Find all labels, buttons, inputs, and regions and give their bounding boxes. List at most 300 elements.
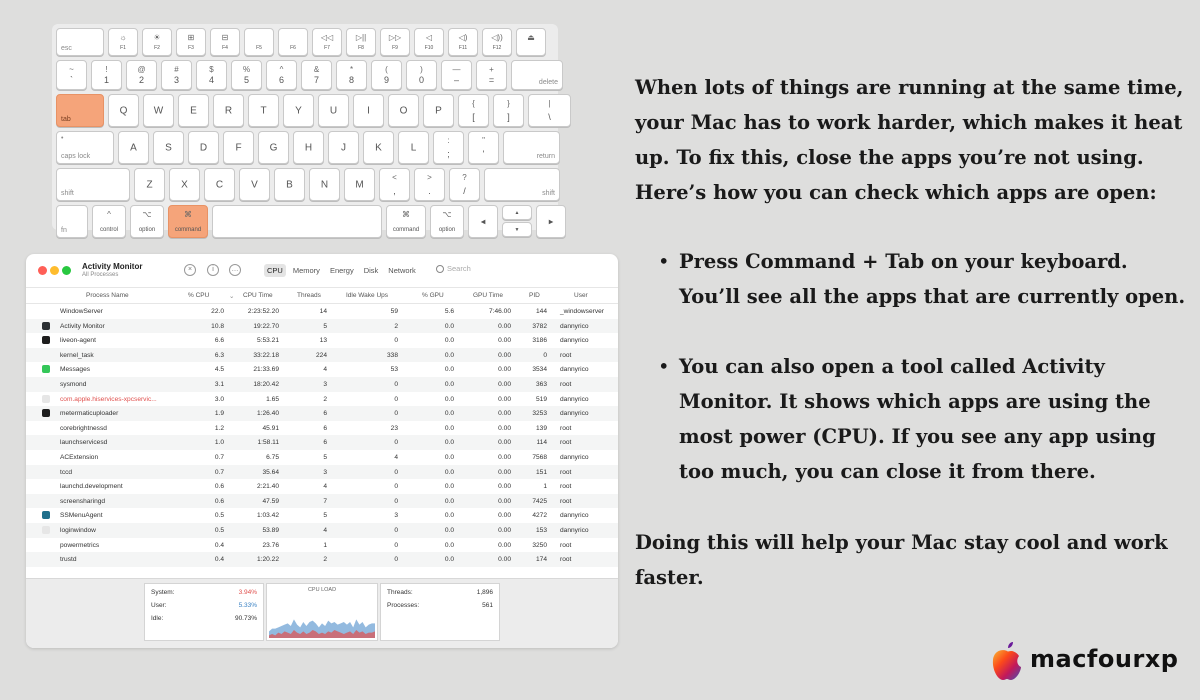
cell-cpu: 0.4 [214, 556, 224, 564]
cell-gpu-time: 0.00 [498, 351, 511, 359]
letter-key: F [223, 131, 254, 164]
cell-cpu-time: 6.75 [266, 453, 279, 461]
cell-user: root [560, 541, 572, 549]
cell-user: root [560, 483, 572, 491]
cell-gpu: 5.6 [444, 308, 454, 315]
cell-gpu-time: 0.00 [498, 337, 511, 345]
cell-threads: 4 [323, 366, 327, 374]
threads-value: 1,896 [476, 589, 493, 596]
table-row[interactable] [26, 538, 618, 553]
number-key: ~ ` [56, 60, 87, 90]
table-row[interactable] [26, 421, 618, 436]
cell-idle: 0 [394, 380, 398, 388]
col-idle-wake-ups[interactable]: Idle Wake Ups [346, 292, 389, 299]
cell-threads: 4 [323, 483, 327, 491]
return-key: return [503, 131, 560, 164]
toolbar [26, 254, 618, 288]
col-pid[interactable]: PID [529, 292, 540, 299]
cell-user: dannyrico [560, 526, 589, 534]
system-cpu-value: 3.94% [238, 589, 257, 596]
brand-logo-text: macfourxp [1030, 645, 1179, 673]
table-row[interactable] [26, 435, 618, 450]
caps-lock-key: • caps lock [56, 131, 114, 164]
cell-cpu-time: 5:53.21 [257, 337, 279, 345]
cell-cpu: 22.0 [211, 308, 224, 315]
function-key: ☀ F2 [142, 28, 172, 56]
function-key: F5 [244, 28, 274, 56]
cell-gpu-time: 0.00 [498, 322, 511, 330]
cpu-load-chart [267, 594, 377, 640]
cell-threads: 5 [323, 322, 327, 330]
letter-key: S [153, 131, 184, 164]
tab-key: tab [56, 94, 104, 127]
bracket-key: | \ [528, 94, 571, 127]
process-table [26, 304, 618, 567]
cell-pid: 519 [535, 395, 547, 403]
cell-gpu-time: 0.00 [498, 410, 511, 418]
letter-key: Z [134, 168, 165, 201]
process-name: com.apple.hiservices-xpcservic... [60, 395, 157, 403]
cell-gpu-time: 0.00 [498, 512, 511, 520]
more-options-icon[interactable]: … [229, 264, 241, 276]
user-cpu-value: 5.33% [238, 602, 257, 609]
tab-energy[interactable]: Energy [329, 266, 354, 275]
cell-gpu-time: 0.00 [498, 395, 511, 403]
cell-pid: 0 [543, 351, 547, 359]
window-subtitle: All Processes [82, 272, 119, 278]
process-icon [42, 336, 50, 344]
letter-key: J [328, 131, 359, 164]
q-key-row [56, 94, 554, 127]
letter-key: W [143, 94, 174, 127]
function-key: ▷▷ F9 [380, 28, 410, 56]
cell-threads: 3 [323, 468, 327, 476]
letter-key: P [423, 94, 454, 127]
cell-threads: 6 [323, 424, 327, 432]
left-shift-key: shift [56, 168, 130, 201]
process-name: Activity Monitor [60, 322, 105, 330]
col-user[interactable]: User [574, 292, 588, 299]
process-name: tccd [60, 468, 73, 476]
process-icon [42, 395, 50, 403]
cell-idle: 59 [390, 308, 398, 315]
cell-pid: 139 [535, 424, 547, 432]
table-header [26, 288, 618, 304]
cell-gpu-time: 0.00 [498, 541, 511, 549]
cell-threads: 7 [323, 497, 327, 505]
cell-cpu-time: 1:26.40 [257, 410, 279, 418]
cell-gpu: 0.0 [444, 541, 454, 549]
cell-cpu-time: 45.91 [262, 424, 279, 432]
idle-cpu-value: 90.73% [234, 615, 257, 622]
cell-idle: 3 [394, 512, 398, 520]
minimize-window-button[interactable] [50, 266, 59, 275]
window-title: Activity Monitor [82, 262, 143, 271]
option-key-right: ⌥ option [430, 205, 464, 238]
cell-gpu: 0.0 [444, 410, 454, 418]
cell-idle: 0 [394, 410, 398, 418]
cell-threads: 5 [323, 453, 327, 461]
search-icon [436, 265, 444, 273]
punctuation-key: " ' [468, 131, 499, 164]
bracket-key: { [ [458, 94, 489, 127]
cell-gpu: 0.0 [444, 395, 454, 403]
process-icon [42, 526, 50, 534]
cell-gpu: 0.0 [444, 380, 454, 388]
function-key: ◁) F11 [448, 28, 478, 56]
table-row[interactable] [26, 508, 618, 523]
cell-gpu-time: 0.00 [498, 526, 511, 534]
cell-cpu-time: 1.65 [266, 395, 279, 403]
cell-user: root [560, 497, 572, 505]
cell-threads: 2 [323, 395, 327, 403]
cell-cpu: 6.3 [214, 351, 224, 359]
process-name: loginwindow [60, 526, 96, 534]
cell-user: dannyrico [560, 337, 589, 345]
process-name: liveon-agent [60, 337, 96, 345]
cell-pid: 144 [535, 308, 547, 315]
cell-cpu: 0.6 [214, 497, 224, 505]
function-key: ◁ F10 [414, 28, 444, 56]
cell-cpu-time: 21:33.69 [253, 366, 279, 374]
arrow-up-down-keys [502, 205, 532, 238]
command-key-left: ⌘ command [168, 205, 208, 238]
number-key: + = [476, 60, 507, 90]
table-row[interactable] [26, 552, 618, 567]
cell-gpu: 0.0 [444, 512, 454, 520]
punctuation-key: ? / [449, 168, 480, 201]
punctuation-key: > . [414, 168, 445, 201]
letter-key: X [169, 168, 200, 201]
cell-threads: 6 [323, 439, 327, 447]
cell-cpu: 6.6 [214, 337, 224, 345]
cell-gpu-time: 7:46.00 [489, 308, 511, 315]
letter-key: U [318, 94, 349, 127]
cell-cpu: 1.0 [214, 439, 224, 447]
a-key-row [56, 131, 554, 164]
process-name: screensharingd [60, 497, 106, 505]
cell-gpu: 0.0 [444, 468, 454, 476]
cell-gpu-time: 0.00 [498, 380, 511, 388]
letter-key: Q [108, 94, 139, 127]
table-row[interactable] [26, 465, 618, 480]
cell-user: dannyrico [560, 395, 589, 403]
bracket-key: } ] [493, 94, 524, 127]
punctuation-key: < , [379, 168, 410, 201]
control-key: ^ control [92, 205, 126, 238]
tab-bar [264, 264, 419, 277]
cpu-usage-box: System: 3.94% User: 5.33% Idle: 90.73% [144, 583, 264, 641]
letter-key: A [118, 131, 149, 164]
cell-user: dannyrico [560, 322, 589, 330]
col-gpu-time[interactable]: GPU Time [473, 292, 503, 299]
letter-key: C [204, 168, 235, 201]
cell-cpu-time: 19:22.70 [253, 322, 279, 330]
table-row[interactable] [26, 406, 618, 421]
function-key: esc [56, 28, 104, 56]
letter-key: I [353, 94, 384, 127]
cell-cpu: 1.9 [214, 410, 224, 418]
cell-idle: 0 [394, 337, 398, 345]
cell-gpu-time: 0.00 [498, 366, 511, 374]
cell-user: _windowserver [560, 308, 604, 315]
function-key: ⊞ F3 [176, 28, 206, 56]
table-row[interactable] [26, 319, 618, 334]
number-key: ) 0 [406, 60, 437, 90]
process-name: WindowServer [60, 308, 103, 315]
function-key-row [56, 28, 554, 56]
letter-key: T [248, 94, 279, 127]
cell-pid: 3253 [532, 410, 547, 418]
table-row[interactable] [26, 479, 618, 494]
cell-user: dannyrico [560, 512, 589, 520]
process-name: sysmond [60, 380, 87, 388]
cpu-load-graph: CPU LOAD [266, 583, 378, 641]
letter-key: V [239, 168, 270, 201]
process-name: launchd.development [60, 483, 123, 491]
cell-threads: 4 [323, 526, 327, 534]
cell-cpu-time: 35.64 [262, 468, 279, 476]
letter-key: D [188, 131, 219, 164]
number-key-row [56, 60, 558, 90]
cell-threads: 224 [315, 351, 327, 359]
col-cpu-time[interactable]: CPU Time [243, 292, 273, 299]
cell-cpu-time: 23.76 [262, 541, 279, 549]
stop-process-icon[interactable]: × [184, 264, 196, 276]
tab-network[interactable]: Network [388, 266, 416, 275]
cell-gpu: 0.0 [444, 322, 454, 330]
cell-threads: 13 [319, 337, 327, 345]
bullet-marker-2: • [658, 355, 670, 378]
cell-gpu: 0.0 [444, 351, 454, 359]
number-key: ^ 6 [266, 60, 297, 90]
intro-paragraph: When lots of things are running at the same time, your Mac has to work harder, which makes it heat up. To fix this, close the apps you’re not using. Here’s how you can check which apps are open: [635, 76, 1184, 204]
function-key: ▷|| F8 [346, 28, 376, 56]
outro-paragraph: Doing this will help your Mac stay cool and work faster. [635, 531, 1168, 589]
stats-footer [26, 578, 618, 648]
bullet-activity-monitor: You can also open a tool called Activity Monitor. It shows which apps are using the most power (CPU). If you see any app using too much, you can close it from there. [679, 355, 1156, 483]
cell-cpu-time: 53.89 [262, 526, 279, 534]
process-name: Messages [60, 366, 91, 374]
letter-key: Y [283, 94, 314, 127]
tab-disk[interactable]: Disk [363, 266, 379, 275]
function-key: ◁◁ F7 [312, 28, 342, 56]
cell-idle: 23 [390, 424, 398, 432]
cell-user: root [560, 351, 572, 359]
col-process-name[interactable]: Process Name [86, 292, 129, 299]
cell-gpu-time: 0.00 [498, 439, 511, 447]
delete-key: delete [511, 60, 563, 90]
cell-pid: 3250 [532, 541, 547, 549]
cell-idle: 53 [390, 366, 398, 374]
cell-idle: 0 [394, 497, 398, 505]
cell-pid: 153 [535, 526, 547, 534]
table-row[interactable] [26, 304, 618, 319]
cell-pid: 4272 [532, 512, 547, 520]
apple-logo-icon [988, 638, 1026, 682]
arrow-right-key: ▶ [536, 205, 566, 238]
number-key: — – [441, 60, 472, 90]
function-key: ☼ F1 [108, 28, 138, 56]
cell-pid: 7568 [532, 453, 547, 461]
cell-cpu: 10.8 [211, 322, 224, 330]
process-name: kernel_task [60, 351, 94, 359]
cell-cpu: 3.0 [214, 395, 224, 403]
cell-gpu: 0.0 [444, 424, 454, 432]
z-key-row [56, 168, 554, 201]
cell-user: root [560, 424, 572, 432]
col-gpu-percent[interactable]: % GPU [422, 292, 444, 299]
cell-threads: 1 [323, 541, 327, 549]
letter-key: G [258, 131, 289, 164]
cell-cpu: 0.6 [214, 483, 224, 491]
col-threads[interactable]: Threads [297, 292, 321, 299]
cell-gpu-time: 0.00 [498, 468, 511, 476]
cell-cpu: 3.1 [214, 380, 224, 388]
number-key: ( 9 [371, 60, 402, 90]
letter-key: E [178, 94, 209, 127]
cell-gpu: 0.0 [444, 497, 454, 505]
right-shift-key: shift [484, 168, 560, 201]
table-row[interactable] [26, 392, 618, 407]
table-row[interactable] [26, 333, 618, 348]
cell-gpu-time: 0.00 [498, 453, 511, 461]
cell-gpu: 0.0 [444, 337, 454, 345]
processes-value: 561 [482, 602, 493, 609]
close-window-button[interactable] [38, 266, 47, 275]
letter-key: N [309, 168, 340, 201]
cell-idle: 0 [394, 541, 398, 549]
cell-idle: 0 [394, 483, 398, 491]
cell-cpu: 0.7 [214, 453, 224, 461]
process-icon [42, 511, 50, 519]
cell-cpu: 0.5 [214, 512, 224, 520]
cell-gpu-time: 0.00 [498, 497, 511, 505]
sort-chevron-icon: ⌄ [229, 293, 235, 300]
arrow-up-key: ▲ [502, 205, 532, 220]
process-icon [42, 409, 50, 417]
cell-idle: 0 [394, 395, 398, 403]
cell-cpu: 4.5 [214, 366, 224, 374]
letter-key: L [398, 131, 429, 164]
cell-cpu: 0.4 [214, 541, 224, 549]
cell-user: dannyrico [560, 410, 589, 418]
letter-key: R [213, 94, 244, 127]
cell-cpu-time: 1:20.22 [257, 556, 279, 564]
cell-cpu-time: 47.59 [262, 497, 279, 505]
process-name: SSMenuAgent [60, 512, 103, 520]
cell-gpu-time: 0.00 [498, 424, 511, 432]
punctuation-key: : ; [433, 131, 464, 164]
letter-key: O [388, 94, 419, 127]
letter-key: M [344, 168, 375, 201]
process-icon [42, 365, 50, 373]
letter-key: K [363, 131, 394, 164]
letter-key: H [293, 131, 324, 164]
tab-cpu[interactable]: CPU [264, 264, 286, 277]
number-key: ! 1 [91, 60, 122, 90]
search-field[interactable]: Search [436, 264, 471, 273]
cell-cpu: 0.7 [214, 468, 224, 476]
cell-threads: 3 [323, 380, 327, 388]
fn-key: fn [56, 205, 88, 238]
cell-cpu-time: 33:22.18 [253, 351, 279, 359]
process-name: trustd [60, 556, 77, 564]
process-name: corebrightnessd [60, 424, 107, 432]
function-key: ⊟ F4 [210, 28, 240, 56]
thread-count-box: Threads: 1,896 Processes: 561 [380, 583, 500, 641]
function-key: ◁)) F12 [482, 28, 512, 56]
cell-gpu-time: 0.00 [498, 483, 511, 491]
cell-user: dannyrico [560, 366, 589, 374]
cell-pid: 3782 [532, 322, 547, 330]
space-bar [212, 205, 382, 238]
cell-gpu: 0.0 [444, 483, 454, 491]
process-name: launchservicesd [60, 439, 108, 447]
cell-threads: 6 [323, 410, 327, 418]
table-row[interactable] [26, 494, 618, 509]
col-cpu-percent[interactable]: % CPU [188, 292, 210, 299]
table-row[interactable] [26, 362, 618, 377]
cell-pid: 363 [535, 380, 547, 388]
cell-threads: 5 [323, 512, 327, 520]
letter-key: B [274, 168, 305, 201]
cell-user: root [560, 468, 572, 476]
cell-cpu-time: 2:21.40 [257, 483, 279, 491]
bullet-command-tab: Press Command + Tab on your keyboard. You’ll see all the apps that are currently open. [679, 250, 1186, 308]
cell-idle: 0 [394, 526, 398, 534]
bottom-key-row [56, 205, 554, 238]
table-row[interactable] [26, 377, 618, 392]
info-icon[interactable]: i [207, 264, 219, 276]
cell-idle: 2 [394, 322, 398, 330]
cell-idle: 4 [394, 453, 398, 461]
number-key: @ 2 [126, 60, 157, 90]
process-icon [42, 322, 50, 330]
zoom-window-button[interactable] [62, 266, 71, 275]
cell-cpu: 0.5 [214, 526, 224, 534]
cell-user: dannyrico [560, 453, 589, 461]
function-key: F6 [278, 28, 308, 56]
cell-idle: 0 [394, 439, 398, 447]
table-row[interactable] [26, 450, 618, 465]
bullet-marker-1: • [658, 250, 670, 273]
cell-idle: 0 [394, 556, 398, 564]
tab-memory[interactable]: Memory [292, 266, 320, 275]
cell-cpu-time: 2:23:52.20 [247, 308, 279, 315]
cell-gpu: 0.0 [444, 526, 454, 534]
cell-gpu-time: 0.00 [498, 556, 511, 564]
cell-cpu: 1.2 [214, 424, 224, 432]
table-row[interactable] [26, 523, 618, 538]
number-key: # 3 [161, 60, 192, 90]
cell-threads: 2 [323, 556, 327, 564]
arrow-left-key: ◀ [468, 205, 498, 238]
process-name: ACExtension [60, 453, 99, 461]
activity-monitor-window [26, 254, 618, 648]
arrow-down-key: ▼ [502, 222, 532, 237]
cell-gpu: 0.0 [444, 453, 454, 461]
cell-pid: 114 [536, 439, 547, 447]
keyboard-image [52, 24, 558, 234]
table-row[interactable] [26, 348, 618, 363]
function-key: ⏏ [516, 28, 546, 56]
cell-cpu-time: 18:20.42 [253, 380, 279, 388]
process-name: metermaticuploader [60, 410, 119, 418]
command-key-right: ⌘ command [386, 205, 426, 238]
cell-pid: 1 [543, 483, 547, 491]
cell-pid: 151 [535, 468, 547, 476]
